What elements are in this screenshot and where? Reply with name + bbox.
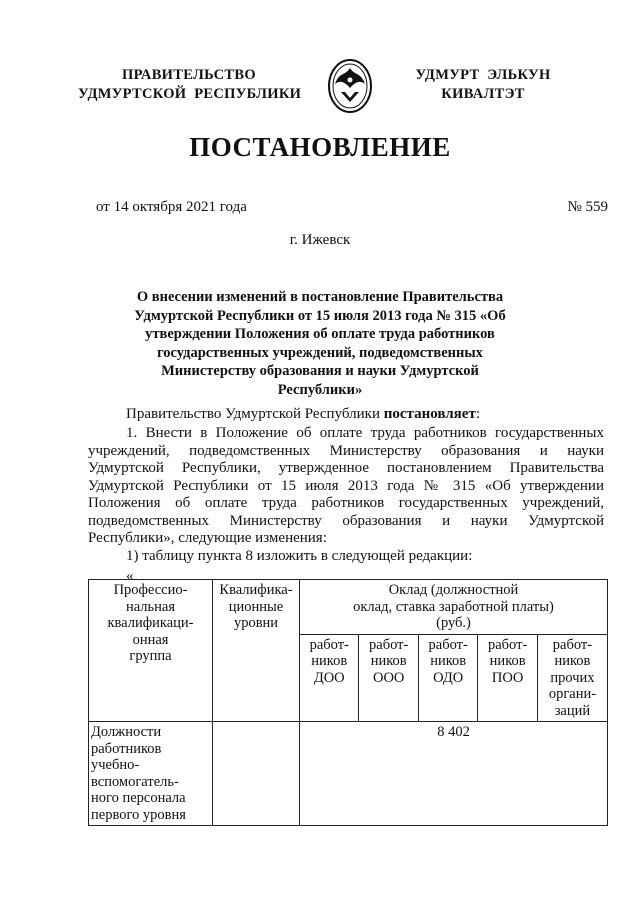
subheader-other-text: работ- ников прочих органи- заций bbox=[548, 636, 597, 719]
subheader-odo bbox=[418, 634, 477, 722]
opening-quote: « bbox=[126, 568, 134, 584]
government-name-line2: УДМУРТСКОЙ РЕСПУБЛИКИ bbox=[78, 86, 302, 102]
paragraph-item-1: 1. Внести в Положение об оплате труда работников государственных учреждений, подведомственных Министерству образования и науки Удмуртской Республики, утвержденное постановлением Правительства Удмуртской Республики от 15 июля 2013 года № 315 «Об утверждении Положения об оплате труда работников государственных учреждений, подведомственных Министерству образования и науки Удмуртской Республики», следующие изменения: bbox=[88, 425, 604, 546]
subheader-poo bbox=[478, 634, 537, 722]
resolution-preamble bbox=[88, 406, 604, 424]
subheader-other bbox=[537, 634, 607, 722]
header-professional-group bbox=[89, 580, 213, 722]
government-name-udmurt-line1: УДМУРТ ЭЛЬКУН bbox=[415, 67, 551, 83]
salary-table bbox=[88, 579, 608, 826]
paragraph-subitem-1: 1) таблицу пункта 8 изложить в следующей редакции: bbox=[126, 548, 473, 564]
table-header-row bbox=[89, 580, 608, 635]
header-qualification-level-text: Квалифика- ционные уровни bbox=[219, 582, 293, 631]
row-salary-value: 8 402 bbox=[300, 722, 608, 826]
document-title: ПОСТАНОВЛЕНИЕ bbox=[189, 132, 451, 162]
government-name-line1: ПРАВИТЕЛЬСТВО bbox=[122, 67, 256, 83]
government-name-udmurt-line2: КИВАЛТЭТ bbox=[441, 86, 525, 102]
document-subject: О внесении изменений в постановление Правительства Удмуртской Республики от 15 июля 2013 года № 315 «Об утверждении Положения об оплате труда работников государственных учреждений, подведомственных Министерству образования и науки Удмуртской Республики» bbox=[134, 289, 506, 398]
subheader-ooo-text: работ- ников ООО bbox=[369, 636, 409, 686]
document-number: № 559 bbox=[567, 199, 608, 215]
row-professional-group bbox=[89, 722, 213, 826]
document-city: г. Ижевск bbox=[289, 232, 351, 248]
preamble-text: Правительство Удмуртской Республики bbox=[126, 406, 384, 422]
row-qualification-level bbox=[213, 722, 300, 826]
government-name-udmurt bbox=[402, 66, 564, 104]
header-salary bbox=[300, 580, 608, 635]
subheader-odo-text: работ- ников ОДО bbox=[428, 636, 468, 686]
row-professional-group-text: Должности работников учебно- вспомогатель- ного персонала первого уровня bbox=[91, 724, 186, 823]
header-qualification-level bbox=[213, 580, 300, 722]
document-date: от 14 октября 2021 года bbox=[96, 199, 247, 215]
header-salary-text: Оклад (должностной оклад, ставка заработной платы) (руб.) bbox=[353, 582, 554, 631]
preamble-bold: постановляет bbox=[383, 406, 476, 422]
subheader-doo bbox=[300, 634, 359, 722]
table-row bbox=[89, 722, 608, 826]
udmurt-emblem-icon bbox=[327, 58, 373, 114]
subheader-doo-text: работ- ников ДОО bbox=[309, 636, 349, 686]
subheader-ooo bbox=[359, 634, 418, 722]
subheader-poo-text: работ- ников ПОО bbox=[487, 636, 528, 686]
government-name-russian bbox=[78, 66, 300, 104]
header-professional-group-text: Профессио- нальная квалификаци- онная группа bbox=[107, 582, 194, 664]
preamble-colon: : bbox=[475, 406, 480, 422]
